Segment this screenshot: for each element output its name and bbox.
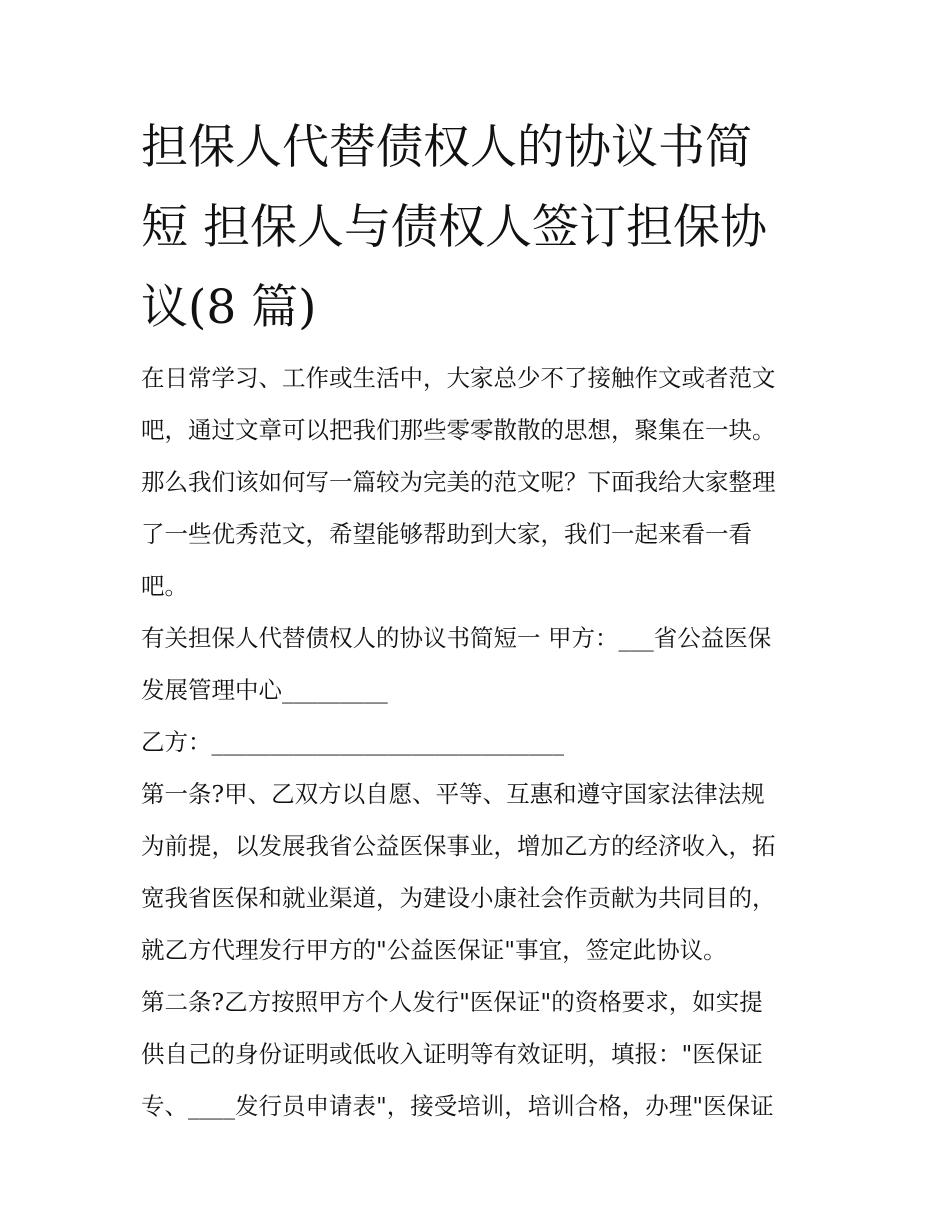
article-one-line: 就乙方代理发行甲方的"公益医保证"事宜，签定此协议。 xyxy=(141,936,727,964)
article-one-line: 第一条?甲、乙双方以自愿、平等、互惠和遵守国家法律法规 xyxy=(141,780,765,808)
intro-line: 吧，通过文章可以把我们那些零零散散的思想，聚集在一块。 xyxy=(141,416,776,444)
title-line: 短 担保人与债权人签订担保协 xyxy=(141,200,767,255)
intro-line: 了一些优秀范文，希望能够帮助到大家，我们一起来看一看 xyxy=(141,520,752,548)
title-line: 议(8 篇) xyxy=(141,280,317,335)
article-one-line: 宽我省医保和就业渠道，为建设小康社会作贡献为共同目的， xyxy=(141,884,776,912)
intro-line: 吧。 xyxy=(141,572,188,600)
article-two-line: 第二条?乙方按照甲方个人发行"医保证"的资格要求，如实提 xyxy=(141,988,763,1016)
intro-line: 那么我们该如何写一篇较为完美的范文呢？下面我给大家整理 xyxy=(141,468,776,496)
article-two-line: 专、____发行员申请表"，接受培训，培训合格，办理"医保证 xyxy=(141,1092,774,1120)
article-two-line: 供自己的身份证明或低收入证明等有效证明，填报："医保证 xyxy=(141,1040,763,1068)
party-a-line: 发展管理中心_________ xyxy=(141,676,388,704)
article-one-line: 为前提，以发展我省公益医保事业，增加乙方的经济收入，拓 xyxy=(141,832,776,860)
party-b-line: 乙方：______________________________ xyxy=(141,728,564,756)
document-title xyxy=(141,108,821,348)
title-line: 担保人代替债权人的协议书简 xyxy=(141,120,752,175)
party-a-line: 有关担保人代替债权人的协议书简短一 甲方：___省公益医保 xyxy=(141,624,772,652)
document-body xyxy=(141,352,831,1132)
intro-line: 在日常学习、工作或生活中，大家总少不了接触作文或者范文 xyxy=(141,364,776,392)
